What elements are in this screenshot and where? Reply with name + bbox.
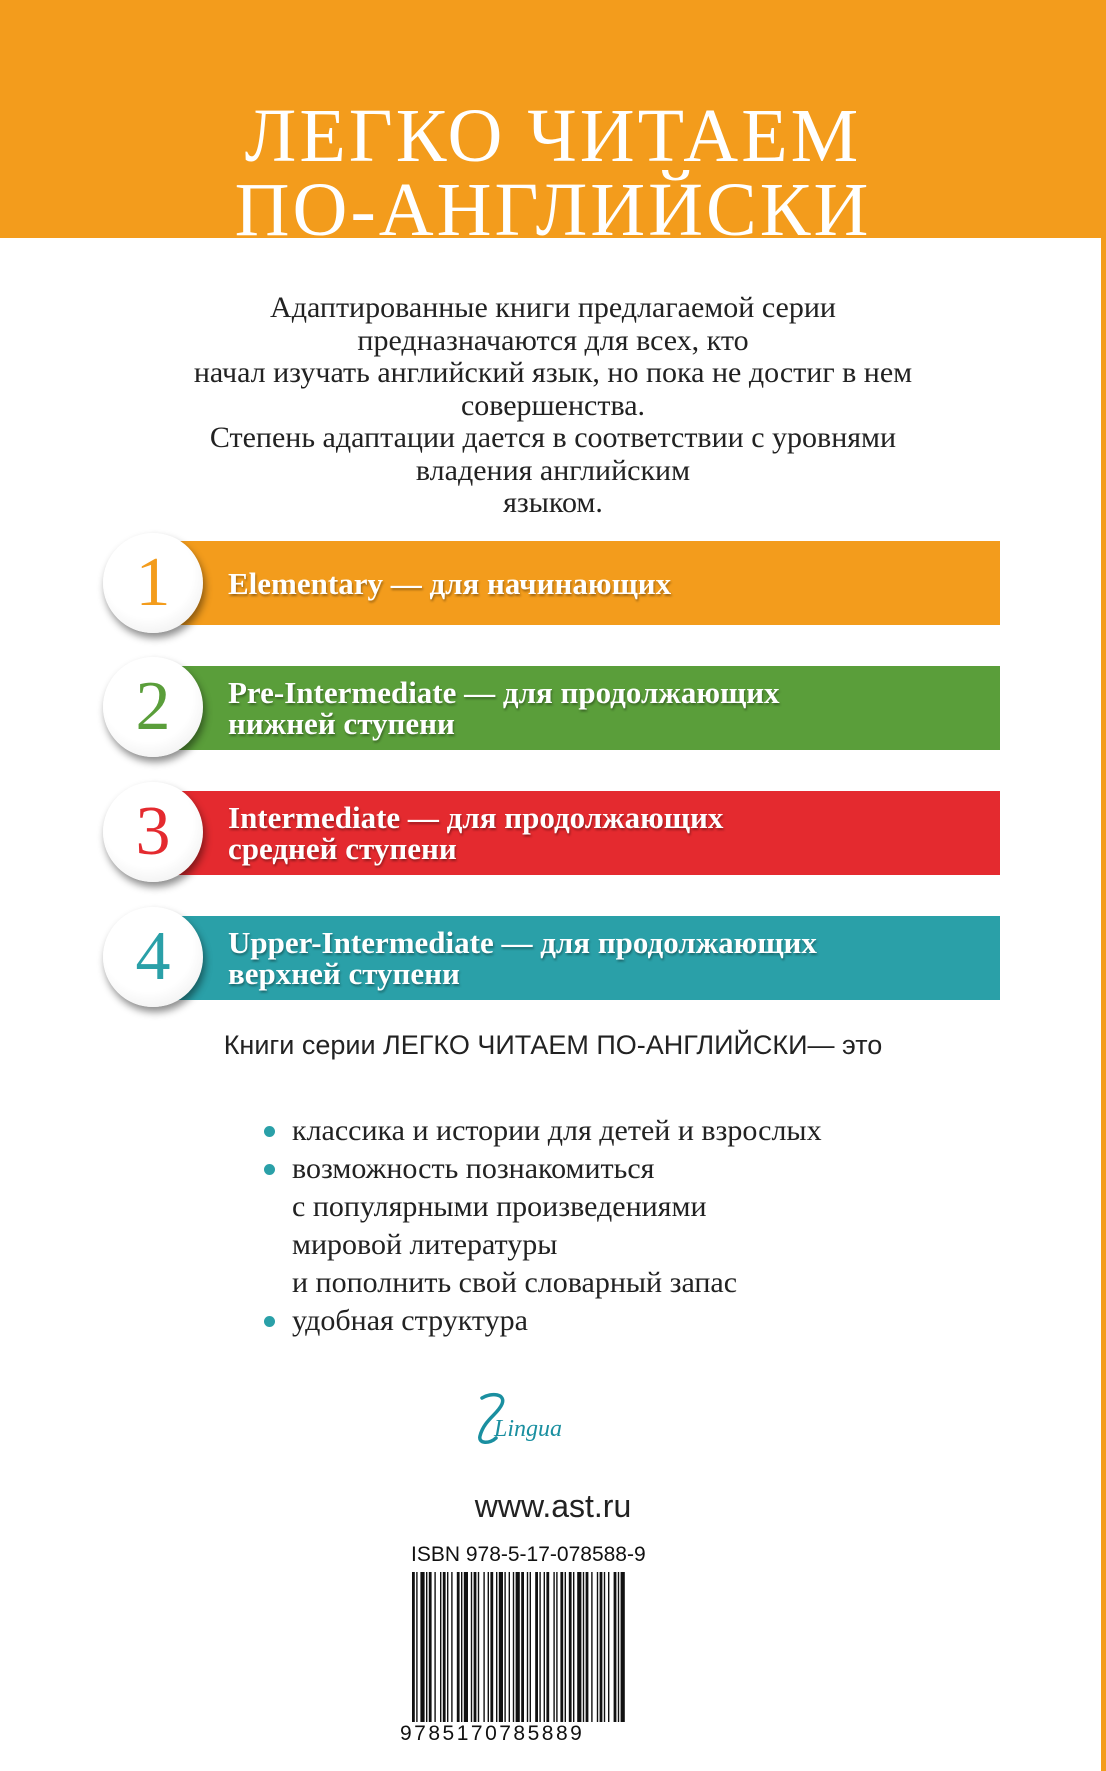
barcode-bar [474, 1572, 477, 1722]
level-3-subtitle: средней ступени [228, 831, 457, 866]
barcode-bar [457, 1572, 460, 1722]
barcode-bar [583, 1572, 584, 1722]
level-4-bar [170, 916, 1000, 1000]
barcode-bar [591, 1572, 592, 1722]
barcode-bar [577, 1572, 581, 1722]
feature-line: мировой литературы [292, 1228, 558, 1261]
level-2-number-badge: 2 [103, 657, 203, 757]
feature-line: удобная структура [292, 1304, 528, 1337]
barcode-bar [565, 1572, 566, 1722]
level-3-bar [170, 791, 1000, 875]
barcode-bar [556, 1572, 557, 1722]
intro-text [60, 292, 1046, 520]
level-1-number-badge: 1 [103, 533, 203, 633]
intro-line: владения английским [415, 453, 691, 487]
lingua-logo [462, 1390, 582, 1450]
barcode-bar [416, 1572, 417, 1722]
level-2-bar [170, 666, 1000, 750]
barcode-bar [509, 1572, 510, 1722]
level-1-title: Elementary — для начинающих [228, 565, 672, 601]
level-3-number-badge: 3 [103, 782, 203, 882]
isbn-text: ISBN 978-5-17-078588-9 [411, 1543, 646, 1566]
barcode-bar [553, 1572, 554, 1722]
barcode-bar [560, 1572, 563, 1722]
barcode-bar [490, 1572, 493, 1722]
publisher-url[interactable]: www.ast.ru [474, 1488, 632, 1524]
barcode-bar [440, 1572, 441, 1722]
barcode-bar [464, 1572, 468, 1722]
barcode-bar [461, 1572, 462, 1722]
barcode-bar [614, 1572, 617, 1722]
barcode-bar [426, 1572, 427, 1722]
barcode-bar [608, 1572, 609, 1722]
bullet-dot-icon [264, 1126, 275, 1137]
barcode-bar [535, 1572, 538, 1722]
barcode-number: 9785170785889 [400, 1722, 585, 1745]
barcode-bar [434, 1572, 435, 1722]
barcode-bar [586, 1572, 589, 1722]
feature-line: классика и истории для детей и взрослых [292, 1114, 822, 1147]
bullet-dot-icon [264, 1164, 275, 1175]
barcode-bar [429, 1572, 432, 1722]
barcode-bar [513, 1572, 514, 1722]
barcode-bar [471, 1572, 472, 1722]
barcode-bar [604, 1572, 605, 1722]
barcode-bar [483, 1572, 484, 1722]
barcode-bar [569, 1572, 572, 1722]
side-stripe [1101, 238, 1106, 1771]
title-line-1: ЛЕГКО ЧИТАЕМ [244, 94, 862, 178]
barcode-bar [443, 1572, 446, 1722]
intro-line: начал изучать английский язык, но пока не достиг в нем [193, 356, 913, 389]
level-3-title: Intermediate — для продолжающих [228, 800, 724, 835]
barcode-bar [496, 1572, 497, 1722]
intro-line: Адаптированные книги предлагаемой серии [270, 291, 836, 324]
level-1-bar [170, 541, 1000, 625]
level-4-number-badge: 4 [103, 907, 203, 1007]
barcode-bar [544, 1572, 545, 1722]
barcode-bar [600, 1572, 603, 1722]
bullet-dot-icon [264, 1316, 275, 1327]
barcode-bar [530, 1572, 531, 1722]
feature-item [262, 1302, 822, 1340]
feature-list [262, 1112, 822, 1340]
barcode-bar [539, 1572, 540, 1722]
level-4-subtitle: верхней ступени [228, 956, 460, 991]
barcode-bar [618, 1572, 619, 1722]
level-2-subtitle: нижней ступени [228, 706, 455, 741]
barcode-bar [499, 1572, 503, 1722]
intro-line: языком. [503, 486, 603, 519]
barcode-bar [516, 1572, 520, 1722]
intro-line: предназначаются для всех, кто [357, 323, 749, 357]
lingua-logo-text: Lingua [494, 1416, 563, 1442]
barcode-bar [597, 1572, 598, 1722]
feature-line: возможность познакомиться [292, 1152, 655, 1185]
feature-line: и пополнить свой словарный запас [292, 1266, 738, 1299]
barcode-bar [412, 1572, 415, 1722]
barcode-bar [488, 1572, 489, 1722]
barcode-bar [621, 1572, 625, 1722]
feature-item [262, 1112, 822, 1150]
barcode-bar [546, 1572, 549, 1722]
level-4-title: Upper-Intermediate — для продолжающих [228, 925, 817, 960]
barcode [412, 1572, 626, 1722]
barcode-bar [527, 1572, 528, 1722]
intro-line: совершенства. [460, 388, 646, 422]
level-2-title: Pre-Intermediate — для продолжающих [228, 675, 780, 710]
barcode-bar [420, 1572, 424, 1722]
barcode-bar [504, 1572, 505, 1722]
title-line-2: ПО-АНГЛИЙСКИ [234, 168, 872, 252]
feature-line: с популярными произведениями [292, 1190, 707, 1223]
series-description: Книги серии ЛЕГКО ЧИТАЕМ ПО-АНГЛИЙСКИ— это [223, 1030, 883, 1060]
barcode-bar [451, 1572, 452, 1722]
feature-item [262, 1150, 822, 1302]
barcode-bar [573, 1572, 574, 1722]
barcode-bar [447, 1572, 448, 1722]
barcode-bar [478, 1572, 479, 1722]
barcode-bar [521, 1572, 524, 1722]
intro-line: Степень адаптации дается в соответствии с уровнями [209, 421, 897, 454]
